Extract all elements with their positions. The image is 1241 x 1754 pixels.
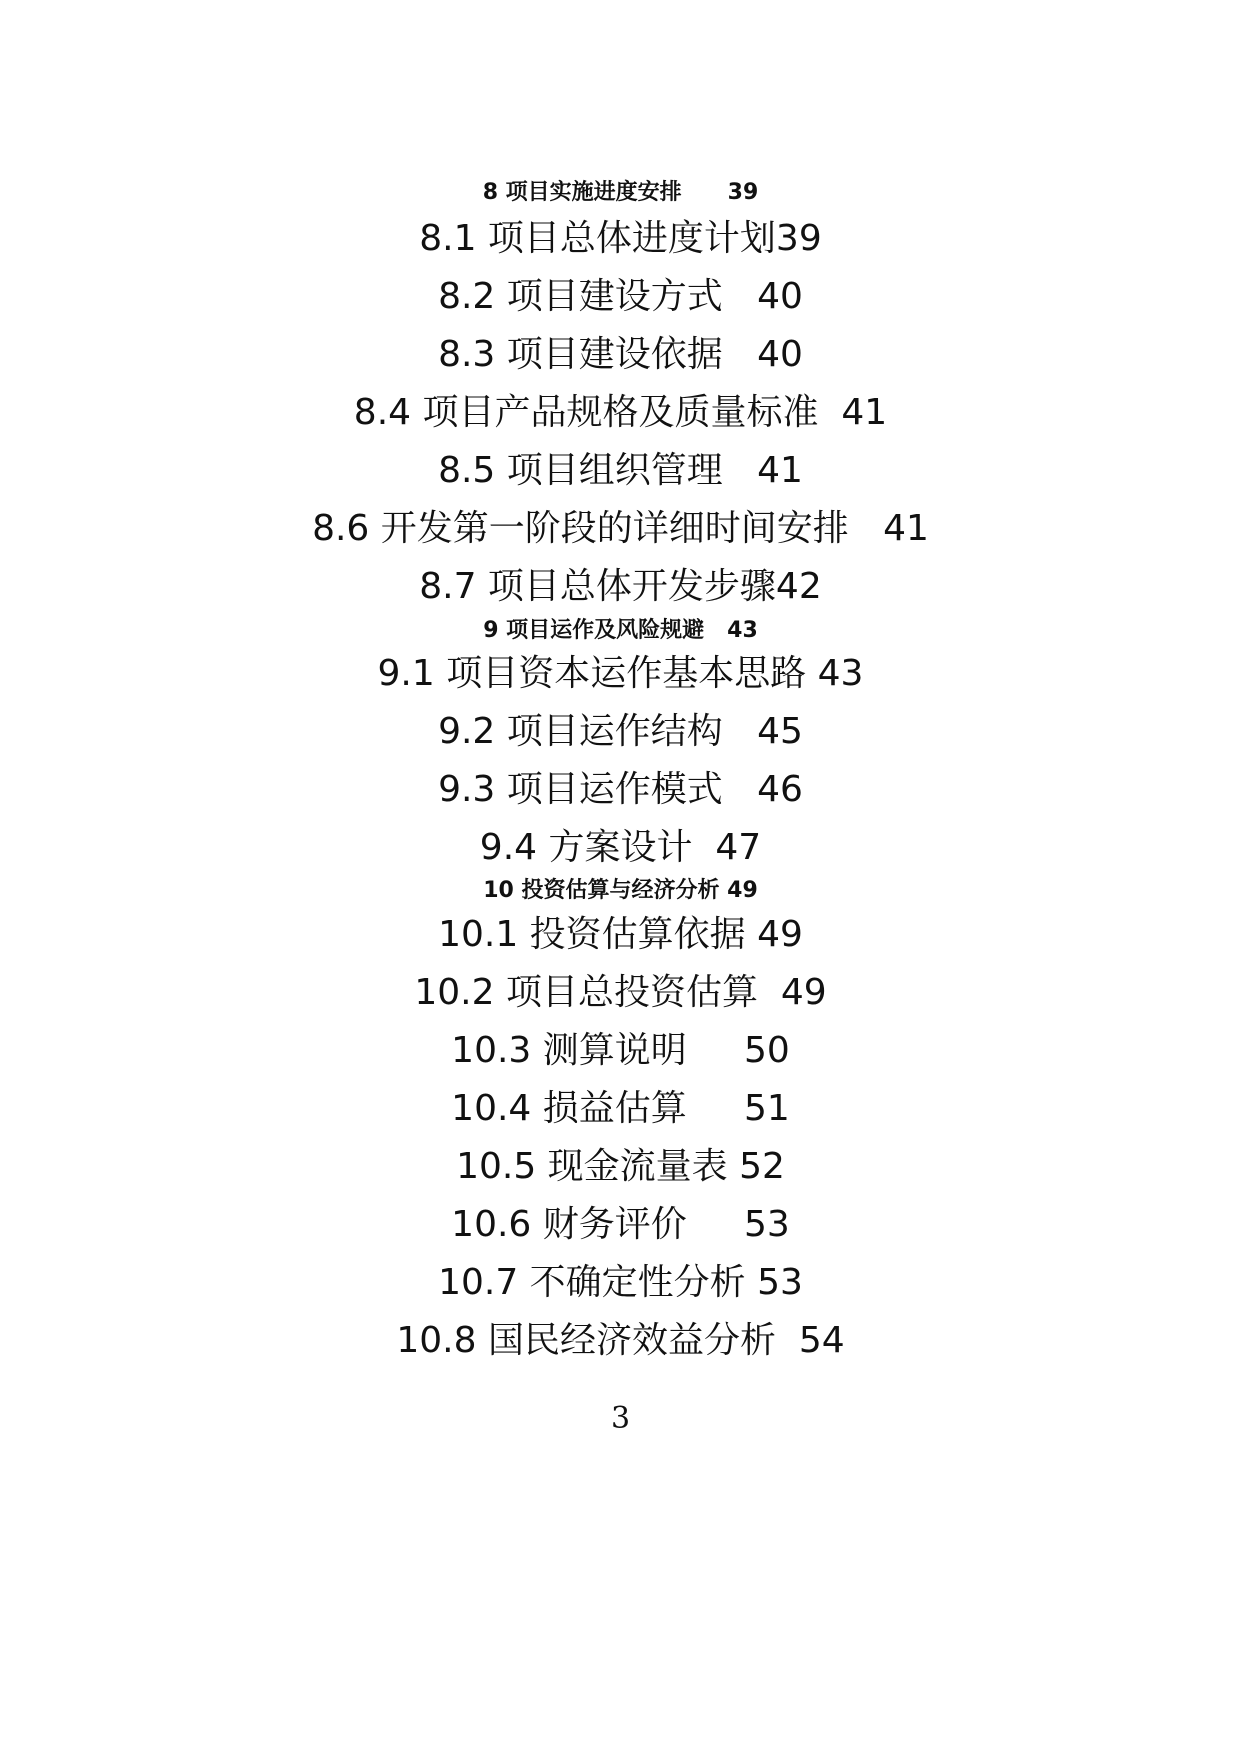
toc-entry-9-1[interactable]: 9.1 项目资本运作基本思路 43: [377, 653, 864, 694]
toc-entry-10-4[interactable]: 10.4 损益估算 51: [451, 1088, 790, 1129]
toc-entry-8-4[interactable]: 8.4 项目产品规格及质量标准 41: [353, 392, 888, 433]
toc-entry-10-5[interactable]: 10.5 现金流量表 52: [456, 1146, 785, 1187]
toc-entry-8-1[interactable]: 8.1 项目总体进度计划39: [419, 218, 822, 259]
page-number: 3: [610, 1401, 631, 1436]
toc-entry-8-6[interactable]: 8.6 开发第一阶段的详细时间安排 41: [312, 508, 929, 549]
toc-entry-10-8[interactable]: 10.8 国民经济效益分析 54: [396, 1320, 845, 1361]
toc-entry-9-3[interactable]: 9.3 项目运作模式 46: [438, 769, 803, 810]
toc-entry-10-1[interactable]: 10.1 投资估算依据 49: [438, 914, 803, 955]
toc-entry-10-3[interactable]: 10.3 测算说明 50: [451, 1030, 790, 1071]
toc-entry-8-3[interactable]: 8.3 项目建设依据 40: [438, 334, 803, 375]
toc-heading-8[interactable]: 8 项目实施进度安排 39: [482, 180, 759, 205]
toc-entry-9-2[interactable]: 9.2 项目运作结构 45: [438, 711, 803, 752]
toc-entry-8-5[interactable]: 8.5 项目组织管理 41: [438, 450, 803, 491]
toc-entry-8-2[interactable]: 8.2 项目建设方式 40: [438, 276, 803, 317]
toc-entry-10-7[interactable]: 10.7 不确定性分析 53: [438, 1262, 803, 1303]
toc-heading-10[interactable]: 10 投资估算与经济分析 49: [483, 878, 758, 903]
toc-entry-10-6[interactable]: 10.6 财务评价 53: [451, 1204, 790, 1245]
toc-entry-10-2[interactable]: 10.2 项目总投资估算 49: [414, 972, 827, 1013]
toc-heading-9[interactable]: 9 项目运作及风险规避 43: [483, 618, 758, 643]
toc-entry-9-4[interactable]: 9.4 方案设计 47: [479, 827, 762, 868]
toc-entry-8-7[interactable]: 8.7 项目总体开发步骤42: [419, 566, 822, 607]
